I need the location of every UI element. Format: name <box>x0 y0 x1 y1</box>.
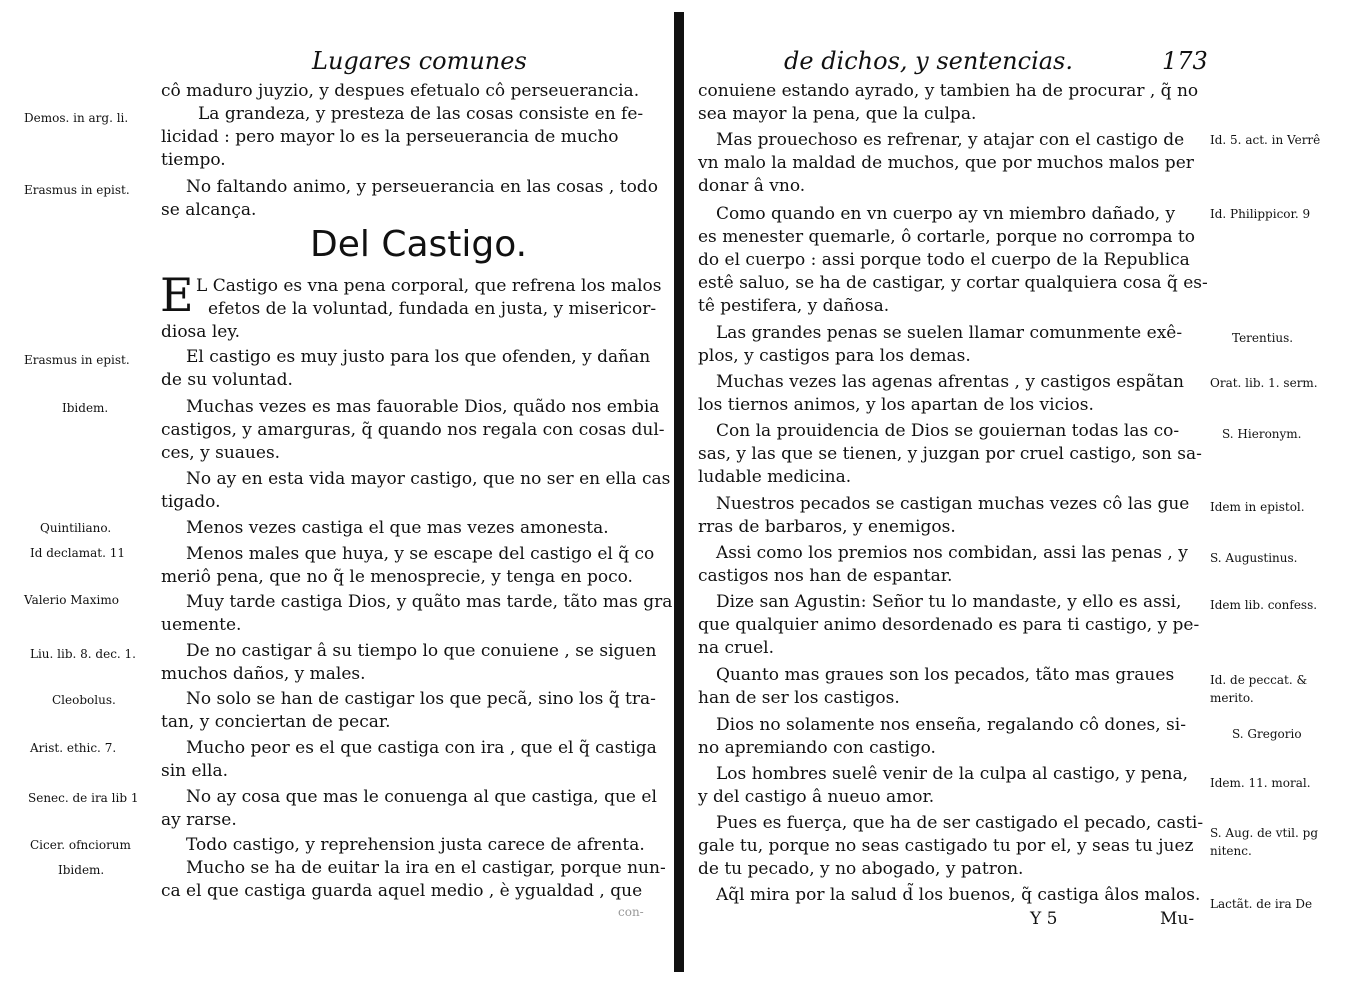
margin-note: Id. 5. act. in Verrê <box>1210 133 1321 147</box>
text-line: gale tu, porque no seas castigado tu por el, y seas tu juez <box>698 836 1194 856</box>
text-line: se alcança. <box>161 200 257 220</box>
text-line: tan, y conciertan de pecar. <box>161 712 391 732</box>
margin-note: Idem in epistol. <box>1210 500 1305 514</box>
margin-note: Cleobolus. <box>52 693 116 707</box>
book-gutter <box>674 12 684 972</box>
right-page <box>690 0 1369 1000</box>
text-line: Como quando en vn cuerpo ay vn miembro dañado, y <box>716 204 1176 224</box>
text-line: sin ella. <box>161 761 228 781</box>
text-line: meriô pena, que no q̃ le menosprecie, y tenga en poco. <box>161 567 633 587</box>
text-line: De no castigar â su tiempo lo que conuiene , se siguen <box>186 641 657 661</box>
drop-cap: E <box>160 268 194 322</box>
text-line: ces, y suaues. <box>161 443 281 463</box>
margin-note: Senec. de ira lib 1 <box>28 791 139 805</box>
text-line: es menester quemarle, ô cortarle, porque no corrompa to <box>698 227 1196 247</box>
catchword: Mu- <box>1160 909 1195 929</box>
text-line: ca el que castiga guarda aquel medio , è ygualdad , que <box>161 881 643 901</box>
text-line: Mucho peor es el que castiga con ira , que el q̃ castiga <box>186 738 657 758</box>
margin-note: Liu. lib. 8. dec. 1. <box>30 647 136 661</box>
text-line: estê saluo, se ha de castigar, y cortar qualquiera cosa q̃ es- <box>698 273 1208 293</box>
text-line: uemente. <box>161 615 242 635</box>
text-line: de tu pecado, y no abogado, y patron. <box>698 859 1024 879</box>
margin-note: Valerio Maximo <box>24 593 119 607</box>
text-line: licidad : pero mayor lo es la perseuerancia de mucho <box>161 127 619 147</box>
margin-note: Id. Philippicor. 9 <box>1210 207 1311 221</box>
text-line: tigado. <box>161 492 221 512</box>
text-line: No faltando animo, y perseuerancia en las cosas , todo <box>186 177 658 197</box>
text-line: Menos males que huya, y se escape del castigo el q̃ co <box>186 544 655 564</box>
text-line: castigos, y amarguras, q̃ quando nos regala con cosas dul- <box>161 420 665 440</box>
text-line: ludable medicina. <box>698 467 852 487</box>
margin-note: Erasmus in epist. <box>24 183 130 197</box>
text-line: muchos daños, y males. <box>161 664 366 684</box>
text-line: conuiene estando ayrado, y tambien ha de procurar , q̃ no <box>698 81 1199 101</box>
text-line: donar â vno. <box>698 176 806 196</box>
margin-note: Demos. in arg. li. <box>24 111 129 125</box>
margin-note: S. Aug. de vtil. pg <box>1210 826 1318 840</box>
section-title: Del Castigo. <box>310 224 528 265</box>
text-line: no apremiando con castigo. <box>698 738 936 758</box>
margin-note: Idem lib. confess. <box>1210 598 1318 612</box>
text-line: Nuestros pecados se castigan muchas vezes cô las gue <box>716 494 1190 514</box>
text-line: Mucho se ha de euitar la ira en el castigar, porque nun- <box>186 858 666 878</box>
running-header-right: de dichos, y sentencias. <box>784 47 1073 75</box>
margin-note: Ibidem. <box>62 401 109 415</box>
text-line: El castigo es muy justo para los que ofenden, y dañan <box>186 347 651 367</box>
margin-note: Terentius. <box>1232 331 1294 345</box>
text-line: cô maduro juyzio, y despues efetualo cô perseuerancia. <box>161 81 640 101</box>
margin-note: S. Gregorio <box>1232 727 1302 741</box>
text-line: L Castigo es vna pena corporal, que refrena los malos <box>196 276 662 296</box>
text-line: na cruel. <box>698 638 774 658</box>
text-line: Los hombres suelê venir de la culpa al castigo, y pena, <box>716 764 1189 784</box>
text-line: do el cuerpo : assi porque todo el cuerpo de la Republica <box>698 250 1190 270</box>
page-number: 173 <box>1162 47 1208 75</box>
margin-note: Lactãt. de ira De <box>1210 897 1313 911</box>
text-line: La grandeza, y presteza de las cosas consiste en fe- <box>198 104 644 124</box>
margin-note: Id. de peccat. & <box>1210 673 1308 687</box>
margin-note: Quintiliano. <box>40 521 112 535</box>
text-line: Dios no solamente nos enseña, regalando cô dones, si- <box>716 715 1186 735</box>
margin-note: Orat. lib. 1. serm. <box>1210 376 1318 390</box>
margin-note: S. Augustinus. <box>1210 551 1298 565</box>
text-line: Quanto mas graues son los pecados, tãto mas graues <box>716 665 1175 685</box>
text-line: sas, y las que se tienen, y juzgan por cruel castigo, son sa- <box>698 444 1202 464</box>
text-line: Pues es fuerça, que ha de ser castigado el pecado, casti- <box>716 813 1204 833</box>
margin-note: Id declamat. 11 <box>30 546 125 560</box>
margin-note: Arist. ethic. 7. <box>30 741 117 755</box>
text-line: que qualquier animo desordenado es para ti castigo, y pe- <box>698 615 1200 635</box>
text-line: Muchas vezes es mas fauorable Dios, quãdo nos embia <box>186 397 660 417</box>
text-line: No solo se han de castigar los que pecã, sino los q̃ tra- <box>186 689 656 709</box>
text-line: plos, y castigos para los demas. <box>698 346 971 366</box>
margin-note: S. Hieronym. <box>1222 427 1302 441</box>
text-line: tê pestifera, y dañosa. <box>698 296 890 316</box>
running-header-left: Lugares comunes <box>312 47 527 75</box>
text-line: ay rarse. <box>161 810 237 830</box>
text-line: Aq̃l mira por la salud d̃ los buenos, q̃ castiga âlos malos. <box>716 885 1201 905</box>
text-line: Todo castigo, y reprehension justa carece de afrenta. <box>186 835 645 855</box>
text-line: No ay cosa que mas le conuenga al que castiga, que el <box>186 787 657 807</box>
text-line: sea mayor la pena, que la culpa. <box>698 104 977 124</box>
signature-mark: Y 5 <box>1030 909 1058 929</box>
text-line: efetos de la voluntad, fundada en justa, y misericor- <box>208 299 657 319</box>
text-line: Las grandes penas se suelen llamar comunmente exê- <box>716 323 1183 343</box>
catchword: con- <box>618 905 644 919</box>
text-line: vn malo la maldad de muchos, que por muchos malos per <box>698 153 1194 173</box>
text-line: Muchas vezes las agenas afrentas , y castigos espãtan <box>716 372 1184 392</box>
text-line: Assi como los premios nos combidan, assi las penas , y <box>716 543 1188 563</box>
text-line: de su voluntad. <box>161 370 293 390</box>
text-line: Con la prouidencia de Dios se gouiernan todas las co- <box>716 421 1180 441</box>
left-page <box>0 0 673 1000</box>
margin-note: Idem. 11. moral. <box>1210 776 1311 790</box>
text-line: castigos nos han de espantar. <box>698 566 953 586</box>
text-line: diosa ley. <box>161 322 241 342</box>
margin-note: Cicer. ofnciorum <box>30 838 131 852</box>
margin-note: nitenc. <box>1210 844 1252 858</box>
margin-note: merito. <box>1210 691 1254 705</box>
text-line: rras de barbaros, y enemigos. <box>698 517 956 537</box>
text-line: han de ser los castigos. <box>698 688 900 708</box>
text-line: No ay en esta vida mayor castigo, que no ser en ella cas <box>186 469 671 489</box>
text-line: y del castigo â nueuo amor. <box>698 787 935 807</box>
text-line: Mas prouechoso es refrenar, y atajar con el castigo de <box>716 130 1185 150</box>
text-line: Dize san Agustin: Señor tu lo mandaste, y ello es assi, <box>716 592 1182 612</box>
margin-note: Ibidem. <box>58 863 105 877</box>
text-line: los tiernos animos, y los apartan de los vicios. <box>698 395 1094 415</box>
text-line: tiempo. <box>161 150 226 170</box>
text-line: Muy tarde castiga Dios, y quãto mas tarde, tãto mas gra <box>186 592 673 612</box>
text-line: Menos vezes castiga el que mas vezes amonesta. <box>186 518 609 538</box>
margin-note: Erasmus in epist. <box>24 353 130 367</box>
